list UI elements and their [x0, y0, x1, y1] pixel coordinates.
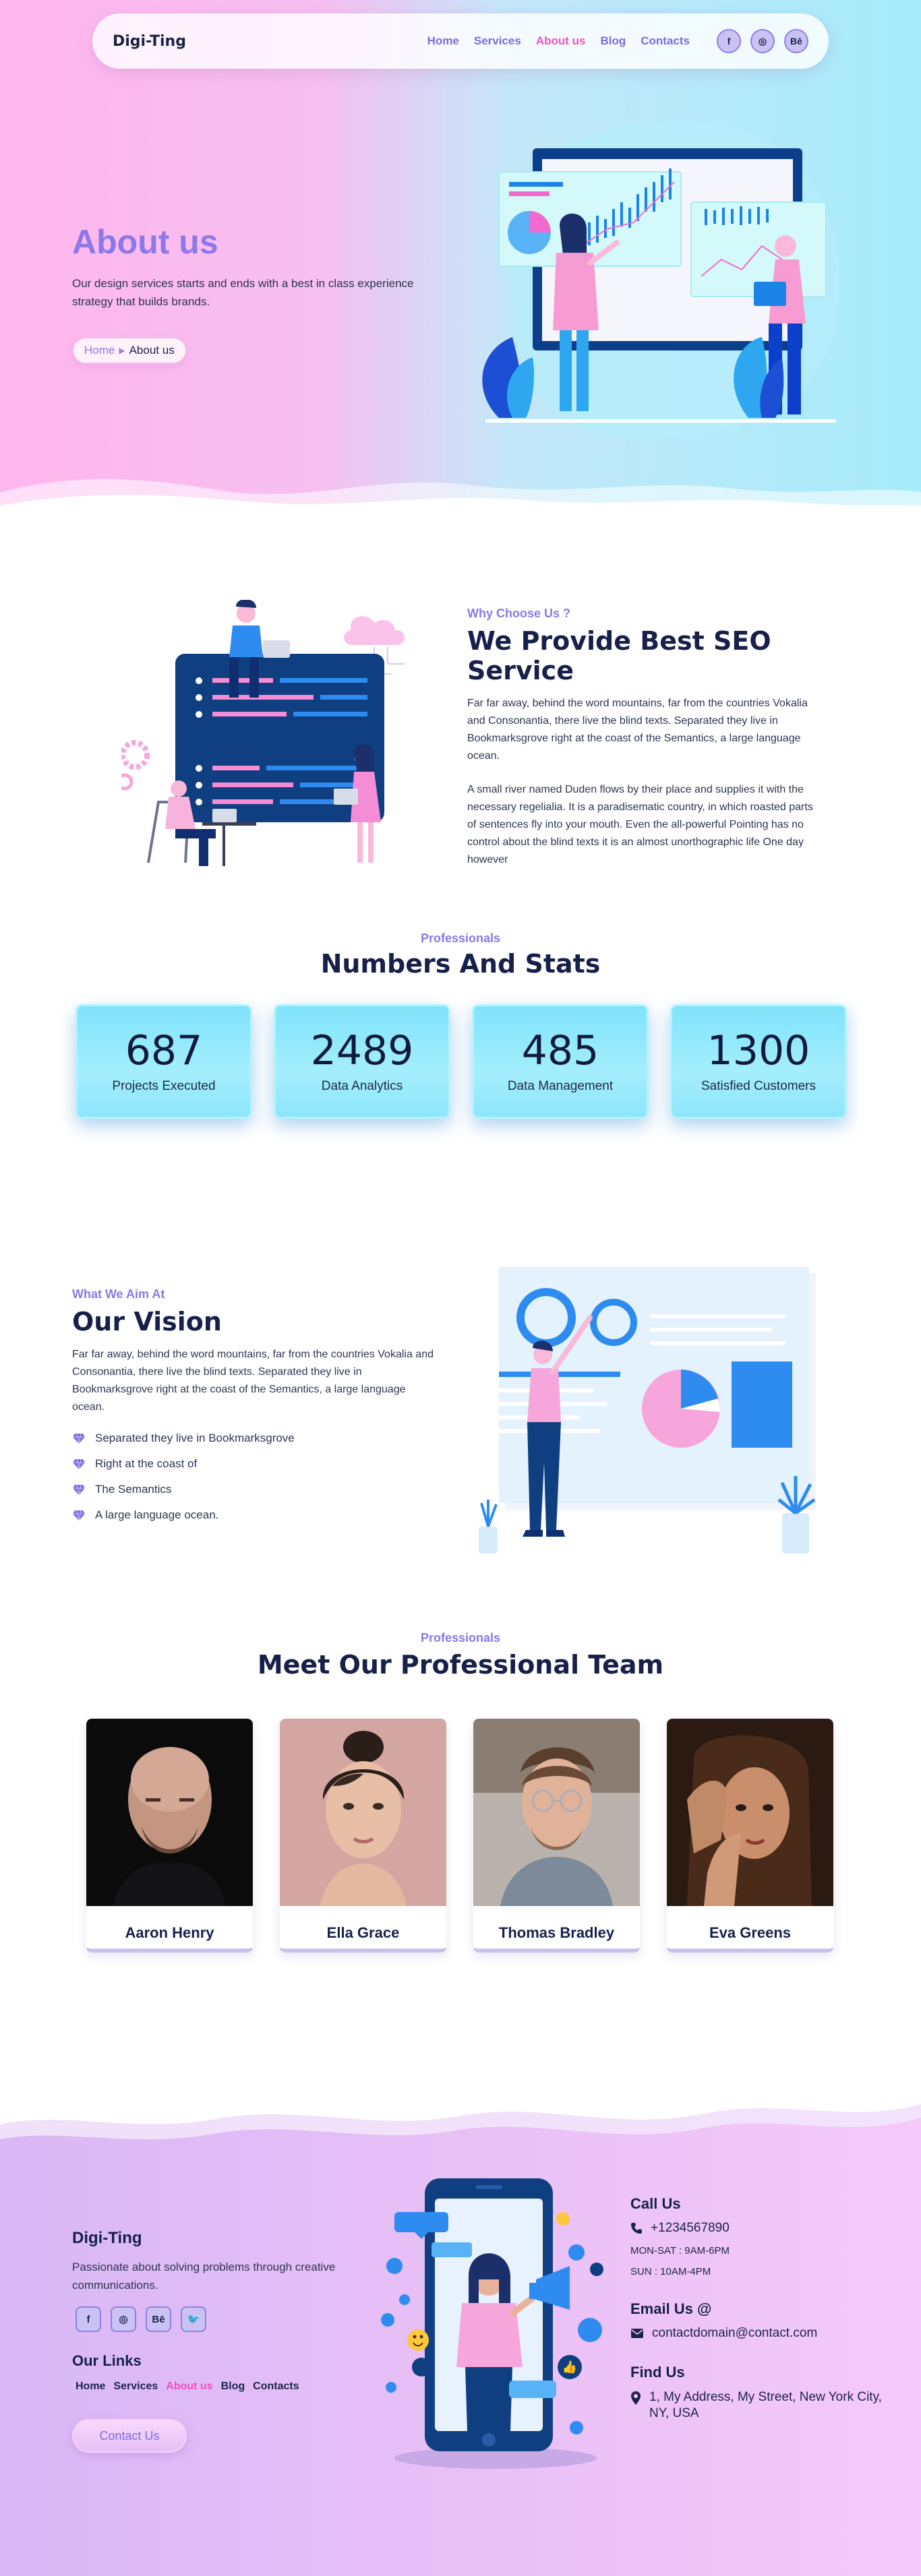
team-row [86, 1719, 833, 1953]
stat-label: Projects Executed [112, 1079, 216, 1093]
list-item-text: The Semantics [95, 1483, 172, 1496]
footer-link-services[interactable]: Services [113, 2381, 158, 2392]
seo-text-block [467, 607, 825, 869]
team-card-aaron-henry[interactable] [86, 1719, 253, 1953]
email-address: contactdomain@contact.com [652, 2326, 818, 2340]
twitter-icon[interactable]: 🐦 [181, 2306, 206, 2332]
behance-icon[interactable]: Bē [784, 29, 808, 53]
breadcrumb [72, 337, 187, 364]
call-us-title: Call Us [630, 2195, 681, 2212]
hours-sunday: SUN : 10AM-4PM [630, 2266, 711, 2277]
brand-logo[interactable]: Digi-Ting [113, 32, 186, 50]
stat-card-customers [670, 1004, 847, 1119]
footer-socials [76, 2306, 206, 2332]
footer-links-title: Our Links [72, 2352, 142, 2369]
team-eyebrow: Professionals [420, 1631, 501, 1645]
vision-section [0, 1227, 921, 1611]
facebook-icon[interactable]: f [717, 29, 741, 53]
footer-link-contacts[interactable]: Contacts [253, 2381, 299, 2392]
phone-icon [630, 2222, 643, 2234]
team-section [0, 1611, 921, 2077]
footer-illustration [367, 2165, 624, 2475]
vision-paragraph: Far far away, behind the word mountains, far from the countries Vokalia and Consonantia, there live the blind texts. Separated they live in Bookmarksgrove right at the coast of the Semantics, a large language ocean. [72, 1349, 434, 1413]
nav-links [427, 34, 690, 48]
team-card-ella-grace[interactable] [280, 1719, 446, 1953]
phone-row[interactable] [630, 2221, 887, 2236]
diamond-icon [72, 1432, 86, 1445]
behance-icon[interactable]: Bē [146, 2306, 171, 2332]
nav-socials [717, 29, 808, 53]
member-name: Thomas Bradley [498, 1924, 615, 1941]
nav-link-services[interactable]: Services [473, 34, 521, 47]
envelope-icon [630, 2328, 644, 2339]
footer-links [76, 2381, 299, 2393]
list-item-text: Right at the coast of [95, 1457, 198, 1470]
stat-card-management [472, 1004, 649, 1119]
stats-eyebrow: Professionals [420, 931, 501, 945]
nav-link-contacts[interactable]: Contacts [641, 34, 690, 47]
team-title: Meet Our Professional Team [257, 1650, 664, 1680]
list-item [72, 1502, 436, 1528]
stat-label: Data Management [507, 1079, 614, 1093]
instagram-icon[interactable]: ◎ [111, 2306, 136, 2332]
hours-weekdays: MON-SAT : 9AM-6PM [630, 2245, 730, 2257]
nav-link-home[interactable]: Home [427, 34, 459, 47]
avatar [667, 1719, 833, 1906]
stat-card-projects [76, 1004, 252, 1119]
address-row [630, 2389, 887, 2422]
avatar [86, 1719, 253, 1906]
stat-label: Data Analytics [321, 1079, 403, 1093]
diamond-icon [72, 1508, 86, 1522]
vision-eyebrow: What We Aim At [72, 1287, 165, 1301]
stat-value: 1300 [707, 1027, 810, 1074]
breadcrumb-current: About us [129, 344, 175, 357]
footer-wave-divider [0, 2077, 921, 2151]
instagram-icon[interactable]: ◎ [750, 29, 775, 53]
seo-illustration [121, 600, 438, 883]
list-item [72, 1425, 436, 1451]
vision-title: Our Vision [72, 1307, 222, 1337]
member-name: Eva Greens [709, 1924, 792, 1941]
member-name: Ella Grace [326, 1924, 400, 1941]
diamond-icon [72, 1483, 86, 1496]
find-us-title: Find Us [630, 2364, 685, 2381]
seo-title: We Provide Best SEO Service [467, 626, 771, 685]
stats-row [76, 1004, 847, 1119]
list-item-text: Separated they live in Bookmarksgrove [95, 1432, 295, 1444]
contact-us-button[interactable]: Contact Us [72, 2419, 187, 2453]
stats-title: Numbers And Stats [320, 949, 601, 979]
hero-description: Our design services starts and ends with a best in class experience strategy that builds brands. [72, 277, 414, 308]
avatar [280, 1719, 446, 1906]
page-title: About us [72, 223, 218, 261]
footer-link-about-us[interactable]: About us [166, 2381, 213, 2392]
list-item [72, 1451, 436, 1477]
stat-card-analytics [274, 1004, 450, 1119]
navbar [92, 13, 829, 69]
list-item-text: A large language ocean. [95, 1508, 219, 1521]
street-address: 1, My Address, My Street, New York City, NY, USA [649, 2390, 882, 2420]
seo-paragraph-2: A small river named Duden flows by their place and supplies it with the necessary regelialia. It is a paradisematic country, in which roasted parts of sentences fly into your mouth. Even the all-powerful Pointing has no control about the blind texts it is an almost unorthographic life One day however [467, 784, 813, 865]
seo-eyebrow: Why Choose Us ? [467, 607, 571, 620]
nav-link-blog[interactable]: Blog [600, 34, 626, 47]
seo-section [0, 526, 921, 903]
footer-description: Passionate about solving problems through creative communications. [72, 2261, 336, 2292]
breadcrumb-separator-icon: ▶ [119, 346, 125, 355]
vision-text-block [72, 1287, 436, 1528]
svg-text:👍: 👍 [562, 2360, 578, 2374]
phone-number: +1234567890 [651, 2221, 730, 2235]
team-card-thomas-bradley[interactable] [473, 1719, 640, 1953]
email-us-title: Email Us @ [630, 2300, 712, 2317]
breadcrumb-home-link[interactable]: Home [84, 344, 115, 357]
footer [0, 2077, 921, 2576]
vision-points [72, 1425, 436, 1528]
hero-wave-divider [0, 465, 921, 526]
facebook-icon[interactable]: f [76, 2306, 101, 2332]
email-row[interactable] [630, 2326, 887, 2341]
list-item [72, 1477, 436, 1502]
footer-contact [630, 2195, 887, 2422]
avatar [473, 1719, 640, 1906]
vision-illustration [479, 1260, 843, 1570]
footer-brand[interactable]: Digi-Ting [72, 2229, 142, 2247]
nav-link-about-us[interactable]: About us [535, 34, 586, 47]
team-card-eva-greens[interactable] [667, 1719, 833, 1953]
footer-link-home[interactable]: Home [76, 2381, 106, 2392]
stat-value: 687 [125, 1027, 203, 1074]
footer-link-blog[interactable]: Blog [220, 2381, 245, 2392]
stat-label: Satisfied Customers [701, 1079, 816, 1093]
hero-illustration [472, 108, 850, 458]
diamond-icon [72, 1457, 86, 1471]
stats-section [0, 903, 921, 1227]
hero-section [0, 0, 921, 526]
map-pin-icon [630, 2391, 641, 2405]
seo-paragraph-1: Far far away, behind the word mountains, far from the countries Vokalia and Consonantia, there live the blind texts. Separated they live in Bookmarksgrove right at the coast of the Semantics, a large language ocean. [467, 698, 808, 762]
member-name: Aaron Henry [125, 1924, 214, 1941]
stat-value: 485 [521, 1027, 599, 1074]
stat-value: 2489 [310, 1027, 414, 1074]
